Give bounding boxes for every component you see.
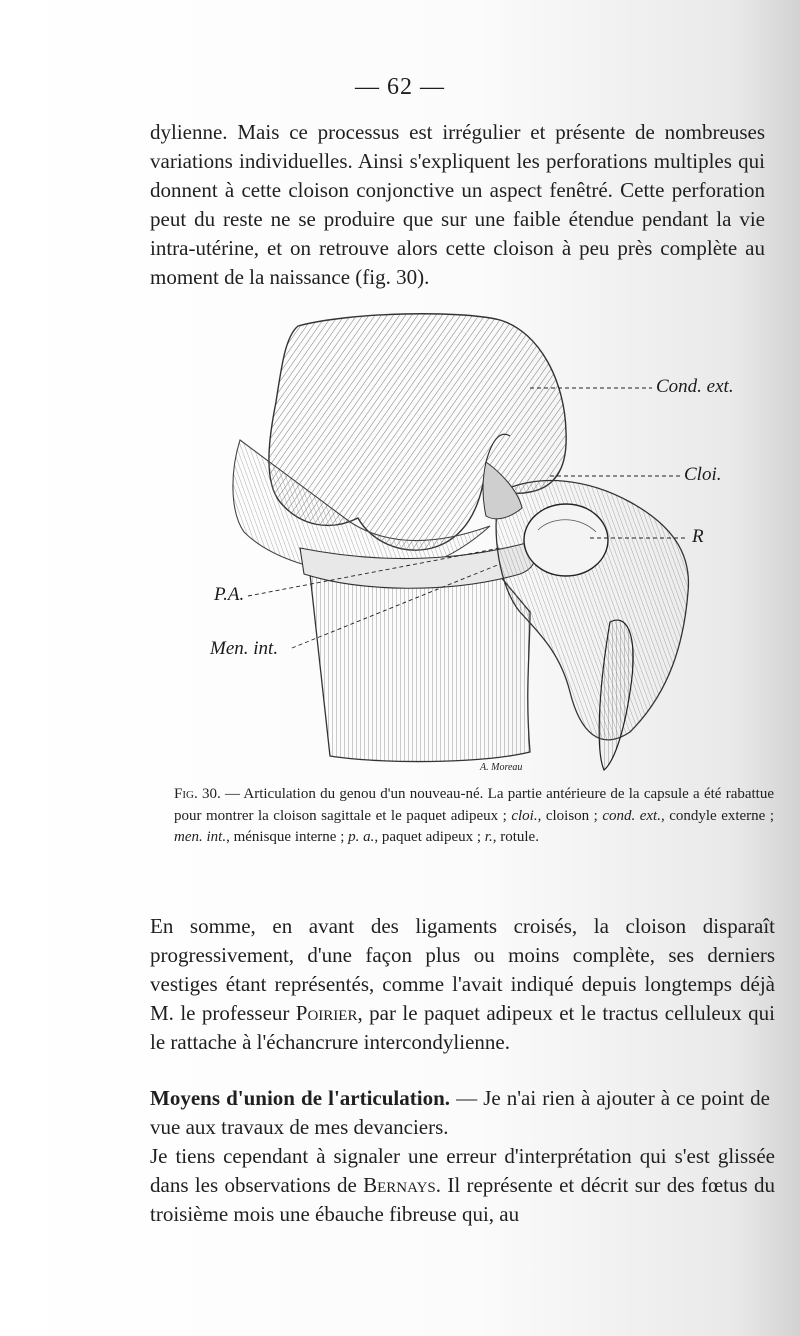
paragraph-2-text-1: En somme, en avant des ligaments croisés, la cloison disparaît progressivement, d'une façon plus ou moins complète, ses derniers vestiges étant représentés, comme l'avait indiqué depuis longtemps déjà M. le professeur [150, 914, 775, 1025]
caption-text-1: — Articulation du genou d'un nouveau-né. La partie antérieure de la capsule a été rabattue pour montrer la cloison sagittale et le paquet adipeux ; [174, 786, 774, 824]
paragraph-4-text-1: Je tiens cependant à signaler une erreur d'interprétation qui s'est glissée dans les observations de [150, 1144, 775, 1197]
paragraph-3-text: — Je n'ai rien à ajouter à ce point de vue aux travaux de mes devanciers. [150, 1086, 770, 1139]
caption-text-4: , ménisque interne ; [226, 829, 349, 845]
label-r: R [692, 526, 704, 547]
knee-illustration [200, 312, 760, 782]
caption-abbr-cond: cond. ext. [602, 807, 661, 824]
paragraph-4-text-2: . Il représente et décrit sur des fœtus du troisième mois une ébauche fibreuse qui, au [150, 1173, 776, 1226]
knee-joint-figure [200, 312, 760, 782]
page-number: — 62 — [355, 74, 445, 100]
top-paragraph-block [150, 118, 765, 292]
label-cloi: Cloi. [684, 464, 722, 485]
top-paragraph: dylienne. Mais ce processus est irrégulier et présente de nombreuses variations individuelles. Ainsi s'expliquent les perforations multiples qui donnent à cette cloison conjonctive un aspect fenêtré. Cette perforation peut du reste ne se produire que sur une faible étendue pendant la vie intra-utérine, et on retrouve alors cette cloison à peu près complète au moment de la naissance (fig. 30). [150, 120, 765, 289]
paragraph-2-block [150, 912, 775, 1057]
paragraph-2 [150, 912, 775, 1057]
caption-label: Fig. 30. [174, 786, 221, 802]
section-heading: Moyens d'union de l'articulation. [150, 1086, 451, 1110]
caption-text-2: , cloison ; [537, 807, 603, 824]
figure-caption [174, 784, 774, 849]
patella [524, 504, 608, 576]
caption-abbr-r: r. [484, 829, 493, 845]
caption-abbr-pa: p. a. [348, 829, 375, 845]
label-men-int: Men. int. [210, 638, 279, 659]
tibia-shaft [310, 574, 530, 762]
paragraph-3-block [150, 1084, 770, 1142]
paragraph-3 [150, 1084, 770, 1142]
author-name-poirier: Poirier [295, 1001, 358, 1025]
caption-text-3: , condyle externe ; [660, 807, 774, 824]
author-name-bernays: Bernays [363, 1173, 436, 1197]
caption-abbr-men: men. int. [174, 829, 227, 845]
paragraph-4 [150, 1142, 775, 1229]
caption-abbr-cloi: cloi. [511, 807, 538, 824]
label-pa: P.A. [214, 584, 245, 605]
paragraph-2-text-2: , par le paquet adipeux et le tractus celluleux qui le rattache à l'échancrure intercondylienne. [150, 1001, 775, 1054]
paragraph-4-block [150, 1142, 775, 1229]
caption-text-6: , rotule. [492, 829, 539, 845]
artist-signature: A. Moreau [480, 762, 523, 773]
caption-text-5: , paquet adipeux ; [374, 829, 485, 845]
label-cond-ext: Cond. ext. [656, 376, 734, 397]
